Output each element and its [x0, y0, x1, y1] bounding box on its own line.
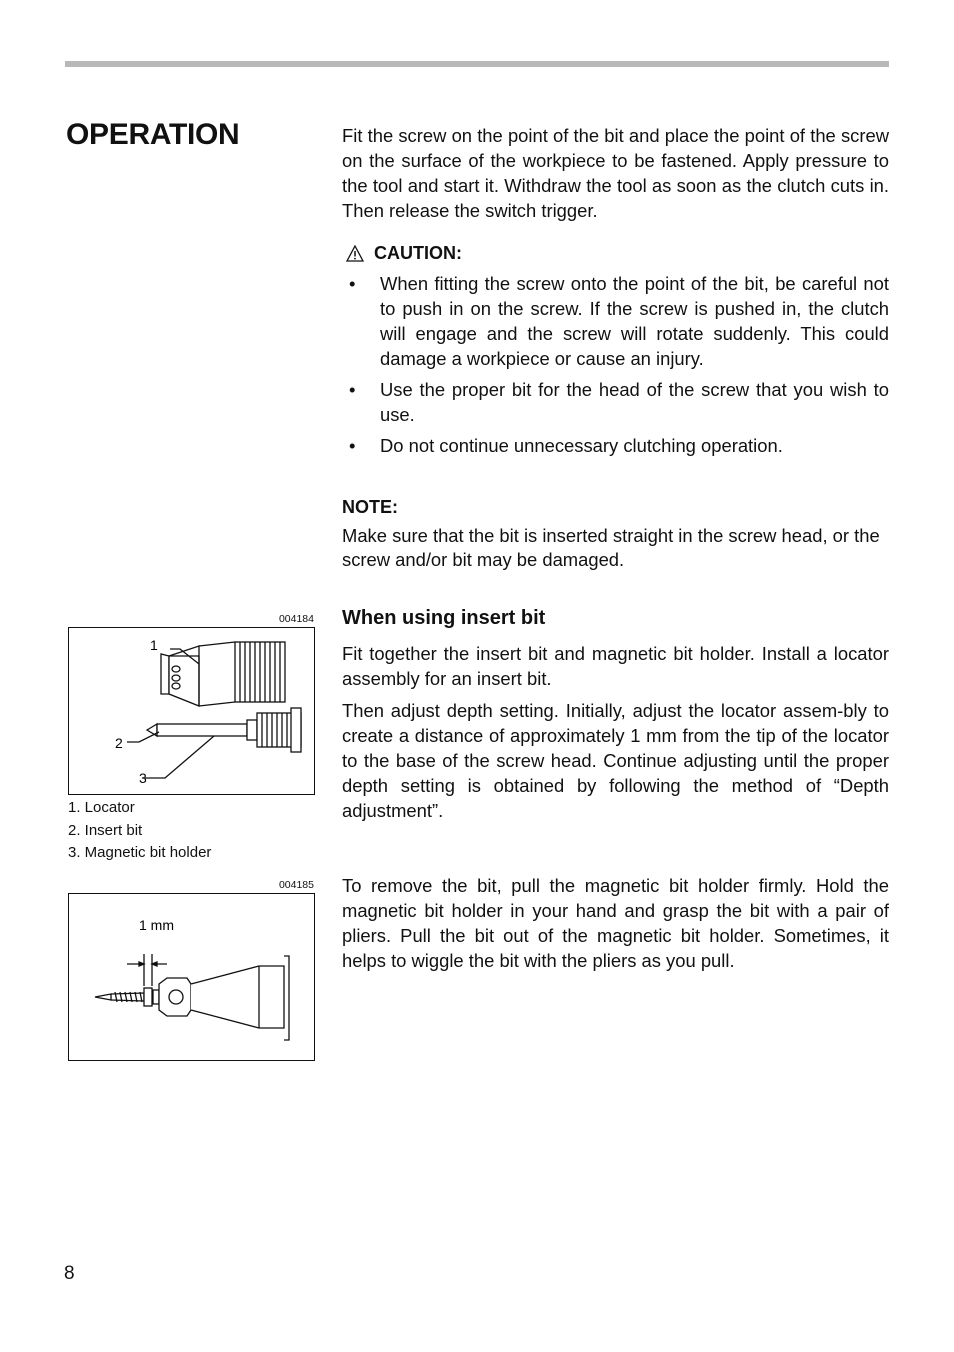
figure1-legend [68, 797, 211, 865]
callout-1: 1 [150, 637, 158, 653]
depth-gap-illustration [69, 894, 314, 1060]
figure1-diagram [68, 627, 315, 795]
callout-3: 3 [139, 770, 147, 786]
insert-bit-para1: Fit together the insert bit and magnetic bit holder. Install a locator assembly for an insert bit. [342, 643, 889, 689]
removal-paragraph: To remove the bit, pull the magnetic bit holder firmly. Hold the magnetic bit holder in your hand and grasp the bit with a pair of pliers. Pull the bit out of the magnetic bit holder. Sometimes, it helps to wiggle the bit with the pliers as you pull. [342, 875, 889, 971]
figure1-code: 004184 [278, 613, 314, 625]
insert-bit-block [342, 641, 889, 823]
warning-triangle-icon [346, 245, 364, 262]
legend-item: 2. Insert bit [68, 821, 143, 839]
callout-2: 2 [115, 735, 123, 751]
removal-block [342, 873, 889, 973]
caution-list [342, 271, 889, 464]
page-number: 8 [64, 1263, 75, 1284]
caution-heading [346, 243, 462, 264]
figure2-diagram [68, 893, 315, 1061]
legend-item: 1. Locator [68, 799, 135, 816]
locator-bit-illustration [69, 628, 314, 794]
note-text: Make sure that the bit is inserted straight in the screw head, or the screw and/or bit may be damaged. [342, 525, 880, 570]
note-title: NOTE: [342, 497, 398, 517]
caution-item: • Do not continue unnecessary clutching operation. [349, 435, 783, 456]
dimension-label: 1 mm [139, 917, 174, 933]
intro-block [342, 123, 889, 223]
figure2-code: 004185 [278, 879, 314, 891]
section-title: OPERATION [66, 118, 240, 151]
legend-item: 3. Magnetic bit holder [68, 844, 212, 861]
caution-item: • Use the proper bit for the head of the screw that you wish to use. [349, 379, 889, 425]
caution-item-text: Use the proper bit for the head of the screw that you wish to use. [380, 379, 889, 425]
insert-bit-para2: Then adjust depth setting. Initially, adjust the locator assem-bly to create a distance of approximately 1 mm from the tip of the locator to the base of the screw head. Continue adjusting until the proper depth setting is obtained by following the method of “Depth adjustment”. [342, 700, 889, 821]
top-rule [65, 61, 889, 67]
caution-item-text: When fitting the screw onto the point of the bit, be careful not to push in on the screw. If the screw is pushed in, the clutch will engage and the screw will rotate suddenly. This could damage a workpiece or cause an injury. [380, 273, 889, 369]
intro-paragraph: Fit the screw on the point of the bit and place the point of the screw on the surface of the workpiece to be fastened. Apply pressure to the tool and start it. Withdraw the tool as soon as the clutch cuts in. Then release the switch trigger. [342, 125, 889, 221]
caution-item: • When fitting the screw onto the point of the bit, be careful not to push in on the screw. If the screw is pushed in, the clutch will engage and the screw will rotate suddenly. This could damage a workpiece or cause an injury. [349, 273, 889, 369]
insert-bit-heading: When using insert bit [342, 607, 546, 629]
caution-item-text: Do not continue unnecessary clutching operation. [380, 435, 783, 456]
note-block [342, 524, 889, 572]
caution-title: CAUTION: [374, 243, 462, 263]
